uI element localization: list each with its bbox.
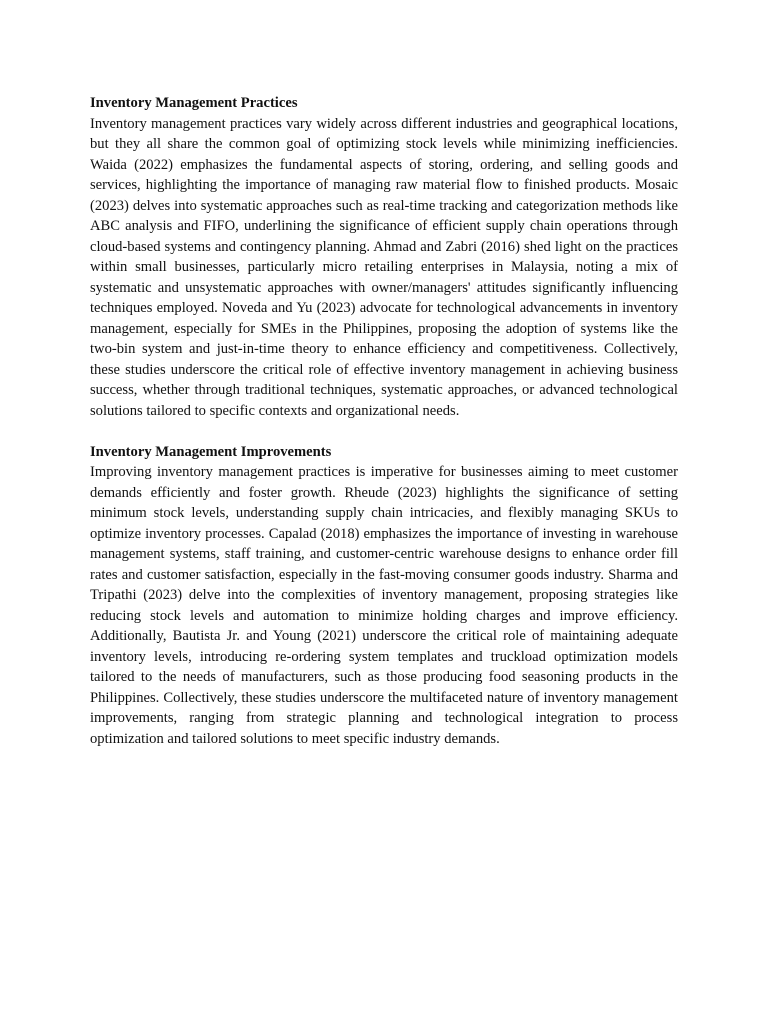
section-heading: Inventory Management Improvements bbox=[90, 443, 332, 460]
section-spacer bbox=[90, 421, 678, 442]
section-inventory-management-improvements bbox=[90, 442, 678, 750]
section-inventory-management-practices bbox=[90, 93, 678, 421]
section-paragraph: Improving inventory management practices is imperative for businesses aiming to meet customer demands efficiently and foster growth. Rheude (2023) highlights the significance of setting minimum stock levels, understanding supply chain intricacies, and flexibly managing SKUs to optimize inventory processes. Capalad (2018) emphasizes the importance of investing in warehouse management systems, staff training, and customer-centric warehouse designs to enhance order fill rates and customer satisfaction, especially in the fast-moving consumer goods industry. Sharma and Tripathi (2023) delve into the complexities of inventory management, proposing strategies like reducing stock levels and automation to minimize holding charges and improve efficiency. Additionally, Bautista Jr. and Young (2021) underscore the critical role of maintaining adequate inventory levels, introducing re-ordering system templates and truckload optimization models tailored to the needs of manufacturers, such as those producing food seasoning products in the Philippines. Collectively, these studies underscore the multifaceted nature of inventory management improvements, ranging from strategic planning and technological integration to process optimization and tailored solutions to meet specific industry demands. bbox=[90, 464, 678, 747]
section-paragraph: Inventory management practices vary widely across different industries and geographical locations, but they all share the common goal of optimizing stock levels while minimizing inefficiencies. Waida (2022) emphasizes the fundamental aspects of storing, ordering, and selling goods and services, highlighting the importance of managing raw material flow to finished products. Mosaic (2023) delves into systematic approaches such as real-time tracking and categorization methods like ABC analysis and FIFO, underlining the significance of efficient supply chain operations through cloud-based systems and contingency planning. Ahmad and Zabri (2016) shed light on the practices within small businesses, particularly micro retailing enterprises in Malaysia, noting a mix of systematic and unsystematic approaches with owner/managers' attitudes significantly influencing techniques employed. Noveda and Yu (2023) advocate for technological advancements in inventory management, especially for SMEs in the Philippines, proposing the adoption of systems like the two-bin system and just-in-time theory to enhance efficiency and competitiveness. Collectively, these studies underscore the critical role of effective inventory management in achieving business success, whether through traditional techniques, systematic approaches, or advanced technological solutions tailored to specific contexts and organizational needs. bbox=[90, 115, 678, 419]
section-heading: Inventory Management Practices bbox=[90, 95, 298, 111]
document-content bbox=[90, 93, 678, 749]
